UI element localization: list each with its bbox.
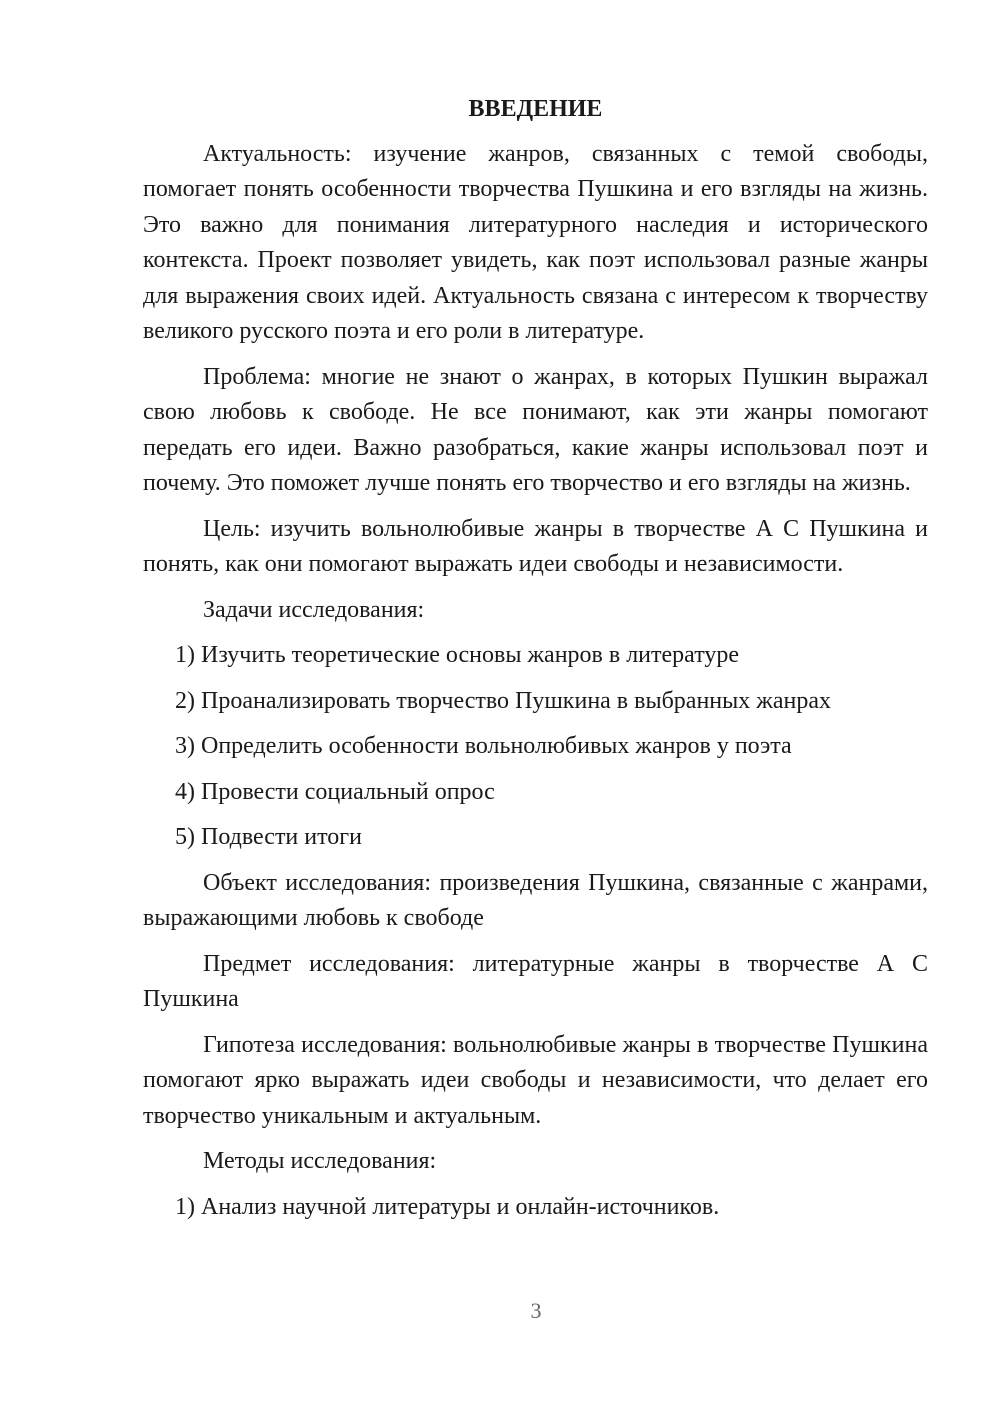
tasks-label: Задачи исследования: [203, 596, 425, 623]
object-paragraph: Объект исследования: произведения Пушкина, связанные с жанрами, выражающими любовь к свободе [143, 869, 928, 931]
goal-paragraph: Цель: изучить вольнолюбивые жанры в творчестве А С Пушкина и понять, как они помогают выражать идеи свободы и независимости. [143, 515, 928, 577]
document-page [143, 92, 928, 1235]
method-item: 1) Анализ научной литературы и онлайн-источников. [175, 1193, 720, 1220]
task-item: 2) Проанализировать творчество Пушкина в выбранных жанрах [175, 687, 832, 714]
page-number: 3 [530, 1298, 542, 1323]
task-item: 5) Подвести итоги [175, 824, 362, 850]
task-item: 1) Изучить теоретические основы жанров в литературе [175, 642, 740, 668]
methods-list [143, 1190, 928, 1226]
section-title: ВВЕДЕНИЕ [468, 96, 603, 122]
hypothesis-paragraph: Гипотеза исследования: вольнолюбивые жанры в творчестве Пушкина помогают ярко выражать идеи свободы и независимости, что делает его творчество уникальным и актуальным. [143, 1031, 928, 1129]
task-item: 3) Определить особенности вольнолюбивых жанров у поэта [175, 733, 792, 759]
relevance-paragraph: Актуальность: изучение жанров, связанных с темой свободы, помогает понять особенности творчества Пушкина и его взгляды на жизнь. Это важно для понимания литературного наследия и исторического контекста. Проект позволяет увидеть, как поэт использовал разные жанры для выражения своих идей. Актуальность связана с интересом к творчеству великого русского поэта и его роли в литературе. [143, 140, 928, 344]
methods-label: Методы исследования: [203, 1148, 437, 1174]
task-item: 4) Провести социальный опрос [175, 778, 495, 805]
subject-paragraph: Предмет исследования: литературные жанры в творчестве А С Пушкина [143, 950, 928, 1012]
tasks-list [143, 638, 928, 856]
problem-paragraph: Проблема: многие не знают о жанрах, в которых Пушкин выражал свою любовь к свободе. Не все понимают, как эти жанры помогают передать его идеи. Важно разобраться, какие жанры использовал поэт и почему. Это поможет лучше понять его творчество и его взгляды на жизнь. [143, 363, 928, 496]
